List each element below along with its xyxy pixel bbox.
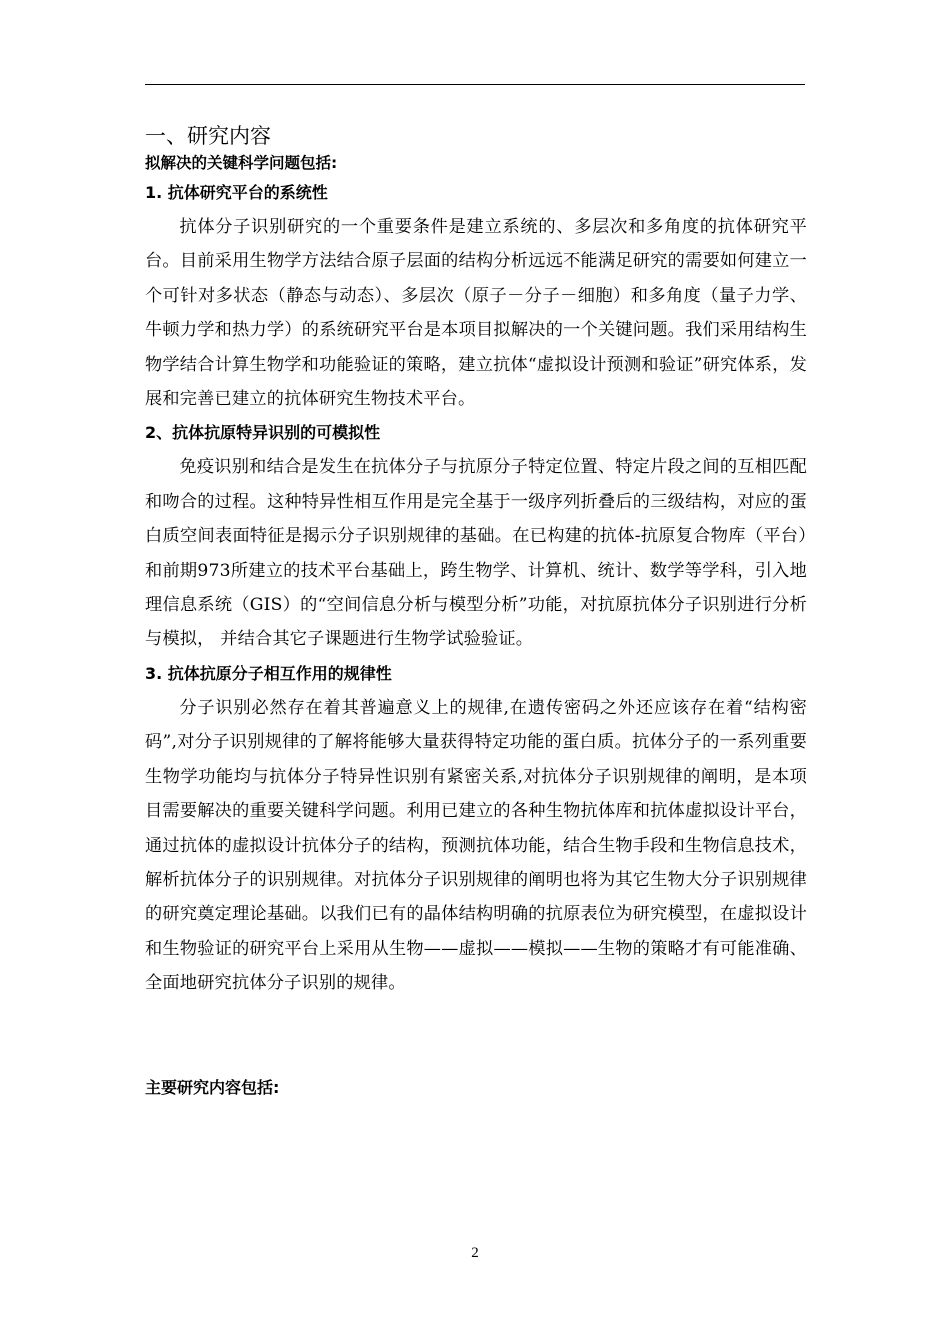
section-heading: 3. 抗体抗原分子相互作用的规律性 [145, 663, 392, 683]
document-body [145, 122, 807, 1105]
section-paragraph: 分子识别必然存在着其普遍意义上的规律,在遗传密码之外还应该存在着“结构密码”,对分子识别规律的了解将能够大量获得特定功能的蛋白质。抗体分子的一系列重要生物学功能均与抗体分子特异性识别有紧密关系,对抗体分子识别规律的阐明，是本项目需要解决的重要关键科学问题。利用已建立的各种生物抗体库和抗体虚拟设计平台，通过抗体的虚拟设计抗体分子的结构，预测抗体功能，结合生物手段和生物信息技术，解析抗体分子的识别规律。对抗体分子识别规律的阐明也将为其它生物大分子识别规律的研究奠定理论基础。以我们已有的晶体结构明确的抗原表位为研究模型，在虚拟设计和生物验证的研究平台上采用从生物——虚拟——模拟——生物的策略才有可能准确、全面地研究抗体分子识别的规律。 [145, 697, 807, 994]
section-2 [145, 416, 807, 656]
main-research-content-heading: 主要研究内容包括: [145, 1077, 280, 1097]
key-questions-heading: 拟解决的关键科学问题包括: [145, 154, 338, 172]
main-heading: 一、研究内容 [145, 124, 271, 148]
section-paragraph: 抗体分子识别研究的一个重要条件是建立系统的、多层次和多角度的抗体研究平台。目前采用生物学方法结合原子层面的结构分析远远不能满足研究的需要如何建立一个可针对多状态（静态与动态）、多层次（原子－分子－细胞）和多角度（量子力学、牛顿力学和热力学）的系统研究平台是本项目拟解决的一个关键问题。我们采用结构生物学结合计算生物学和功能验证的策略，建立抗体“虚拟设计预测和验证”研究体系，发展和完善已建立的抗体研究生物技术平台。 [145, 217, 807, 410]
spacer [145, 1001, 807, 1071]
section-heading: 1. 抗体研究平台的系统性 [145, 183, 328, 202]
page-number: 2 [471, 1245, 479, 1261]
header-rule [145, 84, 805, 85]
section-1 [145, 176, 807, 416]
section-heading: 2、抗体抗原特异识别的可模拟性 [145, 423, 381, 443]
section-3 [145, 657, 807, 1001]
section-paragraph: 免疫识别和结合是发生在抗体分子与抗原分子特定位置、特定片段之间的互相匹配和吻合的过程。这种特异性相互作用是完全基于一级序列折叠后的三级结构，对应的蛋白质空间表面特征是揭示分子识别规律的基础。在已构建的抗体-抗原复合物库（平台）和前期973所建立的技术平台基础上，跨生物学、计算机、统计、数学等学科，引入地理信息系统（GIS）的“空间信息分析与模型分析”功能，对抗原抗体分子识别进行分析与模拟， 并结合其它子课题进行生物学试验验证。 [145, 457, 807, 650]
